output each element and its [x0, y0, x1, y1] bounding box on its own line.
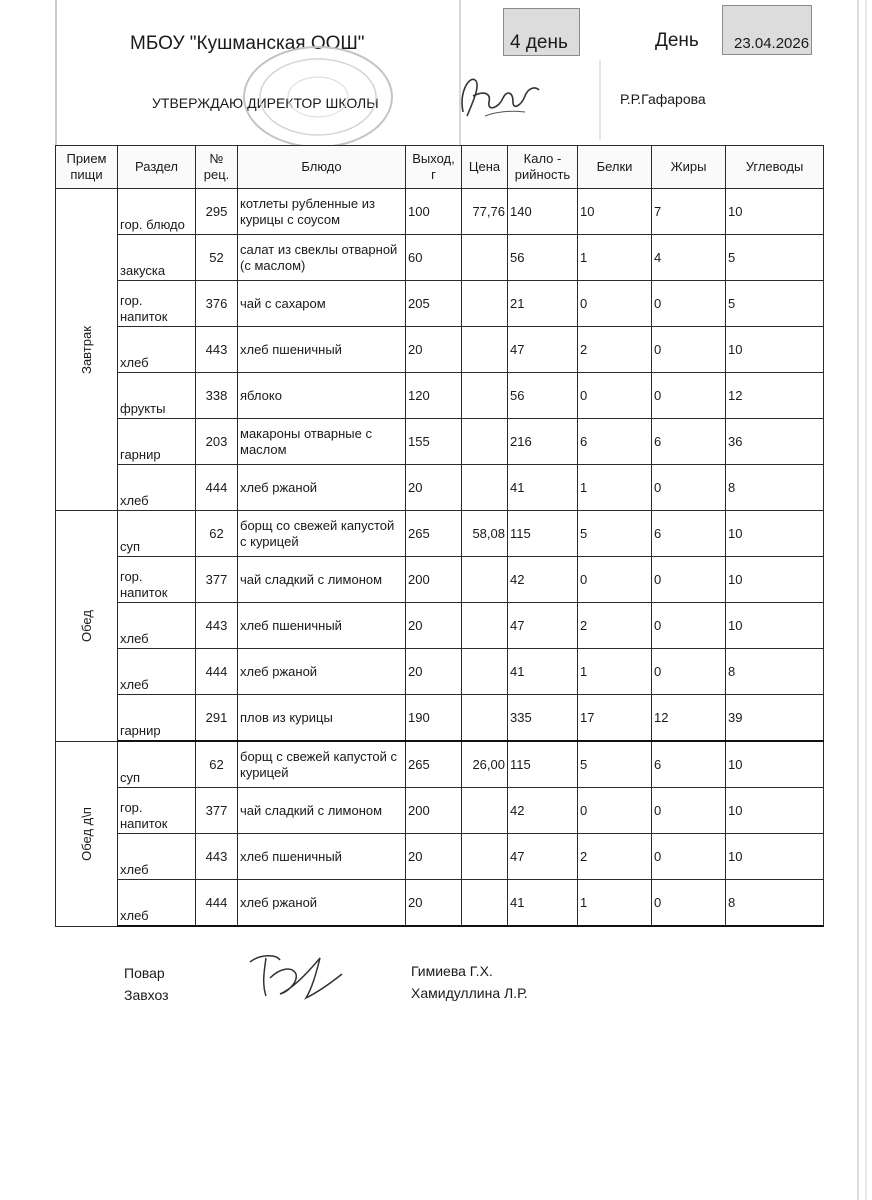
section-name: гор. напиток	[120, 293, 168, 324]
rec-cell: 291	[196, 695, 238, 742]
fats-cell: 0	[652, 557, 726, 603]
carbs-cell: 8	[726, 465, 824, 511]
rec-cell: 377	[196, 788, 238, 834]
rec-cell: 443	[196, 327, 238, 373]
col-yield-line2: г	[431, 167, 436, 182]
calories-cell: 115	[508, 511, 578, 557]
fats-cell: 0	[652, 465, 726, 511]
section-cell	[118, 695, 196, 742]
price-cell: 77,76	[462, 189, 508, 235]
fats-cell: 0	[652, 373, 726, 419]
fats-cell: 4	[652, 235, 726, 281]
col-rec-line1: №	[209, 151, 224, 166]
proteins-cell: 1	[578, 880, 652, 927]
proteins-cell: 1	[578, 465, 652, 511]
dish-cell: хлеб ржаной	[238, 649, 406, 695]
calories-cell: 41	[508, 880, 578, 927]
price-cell	[462, 281, 508, 327]
col-meal-line2: пищи	[70, 167, 103, 182]
price-cell	[462, 557, 508, 603]
carbs-cell: 8	[726, 649, 824, 695]
rec-cell: 376	[196, 281, 238, 327]
menu-date: 23.04.2026	[734, 35, 810, 52]
yield-cell: 20	[406, 327, 462, 373]
section-cell	[118, 235, 196, 281]
table-row	[56, 235, 824, 281]
proteins-cell: 1	[578, 649, 652, 695]
col-dish: Блюдо	[238, 146, 406, 189]
calories-cell: 56	[508, 373, 578, 419]
fats-cell: 0	[652, 603, 726, 649]
meal-name: Обед д\п	[78, 806, 94, 861]
day-number-label: 4 день	[510, 32, 568, 53]
dish-cell: яблоко	[238, 373, 406, 419]
calories-cell: 47	[508, 603, 578, 649]
col-meal	[56, 146, 118, 189]
calories-cell: 216	[508, 419, 578, 465]
fats-cell: 0	[652, 834, 726, 880]
rec-cell: 444	[196, 649, 238, 695]
table-row	[56, 880, 824, 927]
col-calories-line2: рийность	[514, 167, 571, 182]
carbs-cell: 12	[726, 373, 824, 419]
col-proteins: Белки	[578, 146, 652, 189]
proteins-cell: 2	[578, 327, 652, 373]
carbs-cell: 10	[726, 189, 824, 235]
dish-cell: борщ со свежей капустой с курицей	[238, 511, 406, 557]
table-row	[56, 741, 824, 788]
meal-name-cell	[56, 511, 118, 742]
carbs-cell: 10	[726, 511, 824, 557]
carbs-cell: 10	[726, 834, 824, 880]
section-name: гор. напиток	[120, 800, 168, 831]
carbs-cell: 8	[726, 880, 824, 927]
fats-cell: 0	[652, 327, 726, 373]
calories-cell: 47	[508, 327, 578, 373]
section-cell	[118, 373, 196, 419]
rec-cell: 443	[196, 603, 238, 649]
yield-cell: 100	[406, 189, 462, 235]
proteins-cell: 6	[578, 419, 652, 465]
price-cell	[462, 788, 508, 834]
section-name: хлеб	[120, 862, 149, 877]
dish-cell: чай сладкий с лимоном	[238, 788, 406, 834]
dish-cell: салат из свеклы отварной (с маслом)	[238, 235, 406, 281]
calories-cell: 47	[508, 834, 578, 880]
calories-cell: 335	[508, 695, 578, 742]
section-name: гор. блюдо	[120, 217, 185, 232]
table-row	[56, 511, 824, 557]
col-carbs: Углеводы	[726, 146, 824, 189]
table-row	[56, 419, 824, 465]
price-cell	[462, 465, 508, 511]
cook-signature	[240, 948, 350, 1003]
carbs-cell: 10	[726, 788, 824, 834]
calories-cell: 41	[508, 465, 578, 511]
price-cell	[462, 880, 508, 927]
rec-cell: 444	[196, 465, 238, 511]
rec-cell: 52	[196, 235, 238, 281]
meal-name-cell	[56, 189, 118, 511]
section-name: хлеб	[120, 355, 149, 370]
section-cell	[118, 419, 196, 465]
yield-cell: 20	[406, 649, 462, 695]
price-cell: 58,08	[462, 511, 508, 557]
section-cell	[118, 465, 196, 511]
fats-cell: 12	[652, 695, 726, 742]
proteins-cell: 10	[578, 189, 652, 235]
meal-group	[56, 741, 824, 926]
dish-cell: хлеб пшеничный	[238, 834, 406, 880]
manager-label: Завхоз	[124, 987, 169, 1003]
section-name: гарнир	[120, 447, 161, 462]
director-name: Р.Р.Гафарова	[620, 91, 706, 107]
meal-name: Завтрак	[78, 325, 94, 374]
table-row	[56, 373, 824, 419]
fats-cell: 6	[652, 511, 726, 557]
section-name: гарнир	[120, 723, 161, 738]
section-name: хлеб	[120, 677, 149, 692]
menu-table	[55, 145, 824, 927]
carbs-cell: 10	[726, 741, 824, 788]
price-cell	[462, 603, 508, 649]
section-cell	[118, 788, 196, 834]
proteins-cell: 17	[578, 695, 652, 742]
dish-cell: чай сладкий с лимоном	[238, 557, 406, 603]
section-name: суп	[120, 770, 141, 785]
carbs-cell: 10	[726, 603, 824, 649]
table-row	[56, 465, 824, 511]
carbs-cell: 5	[726, 281, 824, 327]
fats-cell: 0	[652, 788, 726, 834]
col-section: Раздел	[118, 146, 196, 189]
carbs-cell: 36	[726, 419, 824, 465]
school-seal-stamp	[238, 42, 398, 152]
section-cell	[118, 189, 196, 235]
calories-cell: 115	[508, 741, 578, 788]
table-row	[56, 281, 824, 327]
section-cell	[118, 557, 196, 603]
dish-cell: хлеб пшеничный	[238, 603, 406, 649]
section-cell	[118, 834, 196, 880]
price-cell	[462, 327, 508, 373]
approval-heading: УТВЕРЖДАЮ ДИРЕКТОР ШКОЛЫ	[152, 95, 379, 111]
yield-cell: 205	[406, 281, 462, 327]
col-rec	[196, 146, 238, 189]
col-calories-line1: Кало -	[523, 151, 562, 166]
yield-cell: 60	[406, 235, 462, 281]
col-calories	[508, 146, 578, 189]
price-cell	[462, 834, 508, 880]
menu-table-header	[56, 146, 824, 189]
day-word-label: День	[655, 30, 699, 51]
section-name: хлеб	[120, 631, 149, 646]
proteins-cell: 5	[578, 741, 652, 788]
yield-cell: 155	[406, 419, 462, 465]
yield-cell: 265	[406, 511, 462, 557]
table-row	[56, 327, 824, 373]
rec-cell: 203	[196, 419, 238, 465]
dish-cell: борщ с свежей капустой с курицей	[238, 741, 406, 788]
dish-cell: чай с сахаром	[238, 281, 406, 327]
proteins-cell: 2	[578, 603, 652, 649]
meal-name: Обед	[78, 609, 94, 642]
section-cell	[118, 649, 196, 695]
section-cell	[118, 741, 196, 788]
carbs-cell: 39	[726, 695, 824, 742]
section-cell	[118, 880, 196, 927]
section-name: суп	[120, 539, 141, 554]
dish-cell: макароны отварные с маслом	[238, 419, 406, 465]
carbs-cell: 5	[726, 235, 824, 281]
section-cell	[118, 603, 196, 649]
table-row	[56, 557, 824, 603]
table-row	[56, 788, 824, 834]
price-cell	[462, 419, 508, 465]
col-rec-line2: рец.	[203, 167, 230, 182]
rec-cell: 377	[196, 557, 238, 603]
meal-group	[56, 189, 824, 511]
calories-cell: 42	[508, 557, 578, 603]
proteins-cell: 0	[578, 281, 652, 327]
meal-name-cell	[56, 741, 118, 926]
fats-cell: 0	[652, 880, 726, 927]
cook-name: Гимиева Г.Х.	[411, 963, 493, 979]
calories-cell: 42	[508, 788, 578, 834]
rec-cell: 444	[196, 880, 238, 927]
col-fats: Жиры	[652, 146, 726, 189]
section-cell	[118, 281, 196, 327]
yield-cell: 20	[406, 880, 462, 927]
carbs-cell: 10	[726, 557, 824, 603]
fats-cell: 0	[652, 649, 726, 695]
yield-cell: 20	[406, 465, 462, 511]
dish-cell: хлеб ржаной	[238, 880, 406, 927]
rec-cell: 338	[196, 373, 238, 419]
section-name: хлеб	[120, 493, 149, 508]
yield-cell: 200	[406, 788, 462, 834]
table-row	[56, 695, 824, 742]
manager-name: Хамидуллина Л.Р.	[411, 985, 528, 1001]
price-cell: 26,00	[462, 741, 508, 788]
calories-cell: 41	[508, 649, 578, 695]
section-cell	[118, 511, 196, 557]
col-yield-line1: Выход,	[412, 151, 455, 166]
proteins-cell: 2	[578, 834, 652, 880]
meal-group	[56, 511, 824, 742]
table-row	[56, 189, 824, 235]
section-name: фрукты	[120, 401, 166, 416]
fats-cell: 7	[652, 189, 726, 235]
cook-label: Повар	[124, 965, 165, 981]
yield-cell: 190	[406, 695, 462, 742]
dish-cell: хлеб пшеничный	[238, 327, 406, 373]
fats-cell: 6	[652, 419, 726, 465]
calories-cell: 21	[508, 281, 578, 327]
dish-cell: плов из курицы	[238, 695, 406, 742]
col-meal-line1: Прием	[66, 151, 107, 166]
carbs-cell: 10	[726, 327, 824, 373]
rec-cell: 62	[196, 741, 238, 788]
school-name: МБОУ "Кушманская ООШ"	[130, 33, 365, 54]
calories-cell: 56	[508, 235, 578, 281]
proteins-cell: 0	[578, 557, 652, 603]
proteins-cell: 1	[578, 235, 652, 281]
yield-cell: 20	[406, 603, 462, 649]
rec-cell: 443	[196, 834, 238, 880]
yield-cell: 200	[406, 557, 462, 603]
section-name: хлеб	[120, 908, 149, 923]
dish-cell: хлеб ржаной	[238, 465, 406, 511]
price-cell	[462, 373, 508, 419]
col-price: Цена	[462, 146, 508, 189]
dish-cell: котлеты рубленные из курицы с соусом	[238, 189, 406, 235]
proteins-cell: 0	[578, 788, 652, 834]
col-yield	[406, 146, 462, 189]
table-row	[56, 649, 824, 695]
director-signature	[455, 72, 545, 124]
fats-cell: 0	[652, 281, 726, 327]
table-row	[56, 834, 824, 880]
proteins-cell: 0	[578, 373, 652, 419]
section-name: гор. напиток	[120, 569, 168, 600]
fats-cell: 6	[652, 741, 726, 788]
price-cell	[462, 695, 508, 742]
price-cell	[462, 235, 508, 281]
yield-cell: 265	[406, 741, 462, 788]
rec-cell: 295	[196, 189, 238, 235]
section-name: закуска	[120, 263, 166, 278]
section-cell	[118, 327, 196, 373]
calories-cell: 140	[508, 189, 578, 235]
yield-cell: 20	[406, 834, 462, 880]
rec-cell: 62	[196, 511, 238, 557]
price-cell	[462, 649, 508, 695]
header-row	[56, 146, 824, 189]
table-row	[56, 603, 824, 649]
proteins-cell: 5	[578, 511, 652, 557]
yield-cell: 120	[406, 373, 462, 419]
